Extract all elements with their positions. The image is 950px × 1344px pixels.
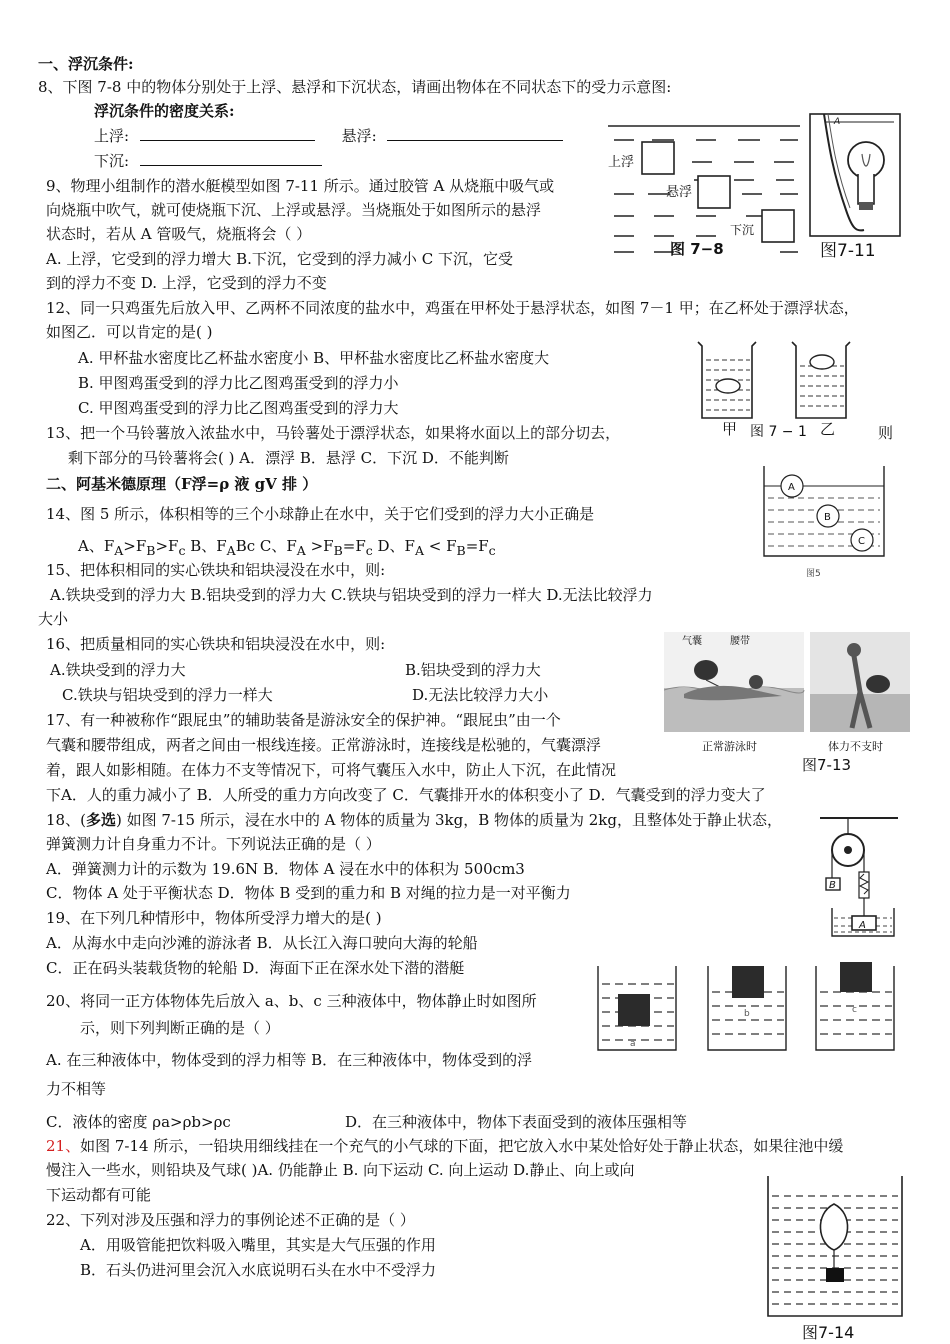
fig713-caption: 图7-13 <box>802 756 852 774</box>
fig715-label-b: B <box>829 880 836 891</box>
question-20-line1: 20、将同一正方体物体先后放入 a、b、c 三种液体中，物体静止时如图所 <box>46 992 537 1010</box>
figure-7-8 <box>604 112 806 260</box>
question-15: 15、把体积相同的实心铁块和铝块浸没在水中，则: <box>46 561 386 579</box>
question-20-option-c: C．液体的密度 ρa>ρb>ρc <box>46 1113 231 1131</box>
question-13-options: 剩下部分的马铃薯将会( ) A．漂浮 B．悬浮 C．下沉 D．不能判断 <box>68 449 509 467</box>
figure-q20-liquids <box>594 962 898 1056</box>
question-14-options: A、$F_A>F_B>F_c$ B、$F_ABc$ C、$F_A >F_B=F_c$ D、$F_A < F_B=F_c$ <box>78 537 496 558</box>
fig71-label-yi: 乙 <box>820 420 836 438</box>
rise-answer-row <box>94 126 563 146</box>
question-15-options-line1: A.铁块受到的浮力大 B.铝块受到的浮力大 C.铁块与铝块受到的浮力一样大 D.无法比较浮力 <box>50 586 653 604</box>
fig713-label-normal: 正常游泳时 <box>702 740 757 753</box>
fig713-label-belt: 腰带 <box>730 636 750 647</box>
sink-label: 下沉: <box>94 152 130 170</box>
question-15-options-line2: 大小 <box>38 610 69 628</box>
fig715-label-a: A <box>859 920 866 931</box>
question-22-option-b: B．石头仍进河里会沉入水底说明石头在水中不受浮力 <box>80 1261 437 1279</box>
sink-blank[interactable] <box>140 151 322 166</box>
figure-7-13 <box>664 632 910 776</box>
question-12-option-b: B. 甲图鸡蛋受到的浮力比乙图鸡蛋受到的浮力小 <box>78 374 399 392</box>
rise-blank[interactable] <box>140 126 315 141</box>
question-12-line1: 12、同一只鸡蛋先后放入甲、乙两杯不同浓度的盐水中，鸡蛋在甲杯处于悬浮状态，如图 7－1 甲；在乙杯处于漂浮状态， <box>46 299 859 317</box>
section2-heading: 二、阿基米德原理（F浮=ρ 液 gV 排 ） <box>46 475 318 493</box>
question-21-line1 <box>46 1136 843 1156</box>
fig5-ball-c: C <box>858 536 865 547</box>
question-9-line2: 向烧瓶中吹气，就可使烧瓶下沉、上浮或悬浮。当烧瓶处于如图所示的悬浮 <box>46 201 542 219</box>
figure-7-1 <box>692 338 862 444</box>
question-18-multi-select: 多选 <box>85 811 116 829</box>
question-14: 14、图 5 所示，体积相等的三个小球静止在水中，关于它们受到的浮力大小正确是 <box>46 505 595 523</box>
question-21-text: 如图 7-14 所示，一铅块用细线挂在一个充气的小气球的下面，把它放入水中某处恰好处于静止状态，如果往池中缓 <box>80 1137 844 1155</box>
fig711-caption: 图7-11 <box>820 241 876 261</box>
question-13-tail: 则 <box>878 424 894 442</box>
question-9-line5: 到的浮力不变 D. 上浮，它受到的浮力不变 <box>46 274 327 292</box>
question-12-option-a: A. 甲杯盐水密度比乙杯盐水密度小 B、甲杯盐水密度比乙杯盐水密度大 <box>78 349 550 367</box>
fig20-label-c: c <box>852 1005 857 1015</box>
question-20-line2: 示，则下列判断正确的是（ ） <box>80 1019 280 1037</box>
question-20-option-d: D．在三种液体中，物体下表面受到的液体压强相等 <box>345 1113 688 1131</box>
question-9-line3: 状态时，若从 A 管吸气，烧瓶将会（ ） <box>46 225 312 243</box>
density-relation-title: 浮沉条件的密度关系: <box>94 102 235 120</box>
question-18-option-ab: A．弹簧测力计的示数为 19.6N B．物体 A 浸在水中的体积为 500cm3 <box>46 860 525 878</box>
fig714-caption: 图7-14 <box>802 1323 855 1342</box>
question-18-rest: ) 如图 7-15 所示，浸在水中的 A 物体的质量为 3kg，B 物体的质量为 2kg，且整体处于静止状态， <box>115 811 782 829</box>
suspend-blank[interactable] <box>387 126 563 141</box>
question-17-line1: 17、有一种被称作“跟屁虫”的辅助装备是游泳安全的保护神。“跟屁虫”由一个 <box>46 711 561 729</box>
question-16-option-c: C.铁块与铝块受到的浮力一样大 <box>62 686 273 704</box>
fig5-ball-a: A <box>788 482 795 493</box>
question-16-option-a: A.铁块受到的浮力大 <box>50 661 186 679</box>
figure-7-14 <box>762 1172 910 1344</box>
fig78-label-suspend: 悬浮 <box>666 185 693 200</box>
question-16-option-b: B.铝块受到的浮力大 <box>405 661 541 679</box>
question-12-option-c: C. 甲图鸡蛋受到的浮力比乙图鸡蛋受到的浮力大 <box>78 399 399 417</box>
fig78-label-sink: 下沉 <box>730 223 755 237</box>
question-20-options-line1: A. 在三种液体中，物体受到的浮力相等 B．在三种液体中，物体受到的浮 <box>46 1051 533 1069</box>
question-17-line3: 着，跟人如影相随。在体力不支等情况下，可将气囊压入水中，防止人下沉，在此情况 <box>46 761 617 779</box>
fig71-caption: 图 7 − 1 <box>750 424 807 440</box>
question-16: 16、把质量相同的实心铁块和铝块浸没在水中，则: <box>46 635 386 653</box>
suspend-label: 悬浮: <box>341 127 377 145</box>
fig20-label-b: b <box>744 1009 750 1019</box>
question-19-options-1: A．从海水中走向沙滩的游泳者 B．从长江入海口驶向大海的轮船 <box>46 934 478 952</box>
question-18-prefix: 18、( <box>46 811 86 829</box>
figure-5 <box>760 460 890 584</box>
question-17-line4: 下A．人的重力减小了 B．人所受的重力方向改变了 C．气囊排开水的体积变小了 D．气囊受到的浮力变大了 <box>46 786 766 804</box>
question-18-line1 <box>46 810 782 830</box>
fig711-label-a: A <box>834 117 841 127</box>
question-20-options-line2: 力不相等 <box>46 1080 107 1098</box>
question-21-line2: 慢注入一些水，则铅块及气球( )A. 仍能静止 B. 向下运动 C. 向上运动 D.静止、向上或向 <box>46 1161 635 1179</box>
question-9-line1: 9、物理小组制作的潜水艇模型如图 7-11 所示。通过胶管 A 从烧瓶中吸气或 <box>46 177 555 195</box>
rise-label: 上浮: <box>94 127 130 145</box>
question-18-option-cd: C．物体 A 处于平衡状态 D．物体 B 受到的重力和 B 对绳的拉力是一对平衡力 <box>46 884 571 902</box>
fig78-caption: 图 7−8 <box>670 240 724 258</box>
question-22: 22、下列对涉及压强和浮力的事例论述不正确的是（ ） <box>46 1211 415 1229</box>
figure-7-15 <box>818 812 902 942</box>
fig5-caption: 图5 <box>806 569 821 579</box>
section1-heading: 一、浮沉条件: <box>38 55 134 73</box>
sink-answer-row <box>94 151 322 171</box>
question-18-line2: 弹簧测力计自身重力不计。下列说法正确的是（ ） <box>46 835 381 853</box>
fig713-label-tired: 体力不支时 <box>828 740 883 753</box>
fig78-label-up: 上浮 <box>608 155 635 170</box>
question-13: 13、把一个马铃薯放入浓盐水中，马铃薯处于漂浮状态，如果将水面以上的部分切去， <box>46 424 621 442</box>
question-21-number: 21、 <box>46 1137 81 1155</box>
fig20-label-a: a <box>630 1039 636 1049</box>
question-17-line2: 气囊和腰带组成，两者之间由一根线连接。正常游泳时，连接线是松驰的，气囊漂浮 <box>46 736 602 754</box>
question-8: 8、下图 7-8 中的物体分别处于上浮、悬浮和下沉状态，请画出物体在不同状态下的受力示意图: <box>38 78 672 96</box>
question-19-options-2: C．正在码头装载货物的轮船 D．海面下正在深水处下潜的潜艇 <box>46 959 465 977</box>
fig5-ball-b: B <box>824 512 831 523</box>
question-12-line2: 如图乙．可以肯定的是( ) <box>46 323 213 341</box>
question-22-option-a: A．用吸管能把饮料吸入嘴里，其实是大气压强的作用 <box>80 1236 436 1254</box>
question-19: 19、在下列几种情形中，物体所受浮力增大的是( ) <box>46 909 382 927</box>
fig71-label-jia: 甲 <box>722 420 738 438</box>
figure-7-11 <box>806 110 906 262</box>
fig713-label-airbag: 气囊 <box>682 636 702 647</box>
question-21-line3: 下运动都有可能 <box>46 1186 152 1204</box>
question-9-line4: A. 上浮，它受到的浮力增大 B.下沉，它受到的浮力减小 C 下沉，它受 <box>46 250 513 268</box>
question-16-option-d: D.无法比较浮力大小 <box>412 686 549 704</box>
